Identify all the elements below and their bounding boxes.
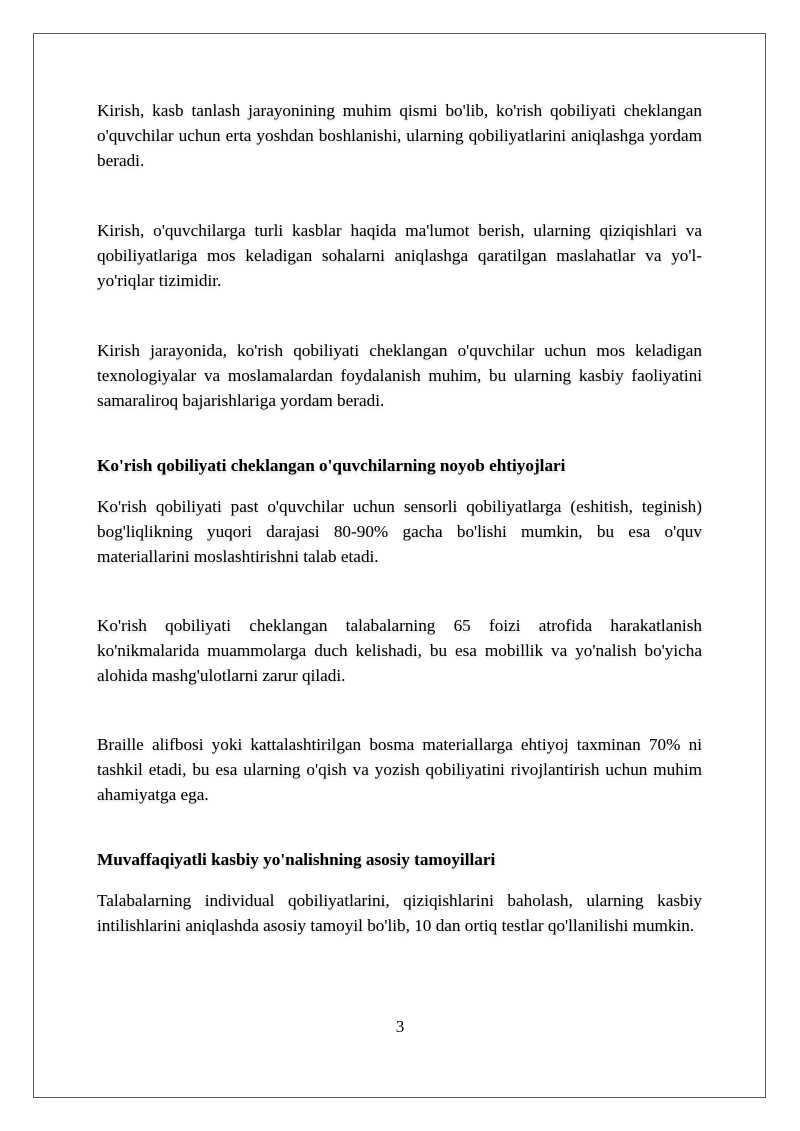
page-number: 3 (395, 1017, 405, 1036)
needs-paragraph-2: Ko'rish qobiliyati cheklangan talabalarning 65 foizi atrofida harakatlanish ko'nikmalarida muammolarga duch kelishadi, bu esa mobillik va yo'nalish bo'yicha alohida mashg'ulotlarni zarur qiladi. (97, 616, 702, 685)
intro-paragraph-3: Kirish jarayonida, ko'rish qobiliyati cheklangan o'quvchilar uchun mos keladigan texnologiyalar va moslamalardan foydalanish muhim, bu ularning kasbiy faoliyatini samaraliroq bajarishlariga yordam beradi. (97, 341, 702, 410)
needs-paragraph-3: Braille alifbosi yoki kattalashtirilgan bosma materiallarga ehtiyoj taxminan 70% ni tashkil etadi, bu esa ularning o'qish va yozish qobiliyatini rivojlantirish uchun muhim ahamiyatga ega. (97, 735, 702, 804)
intro-paragraph-2: Kirish, o'quvchilarga turli kasblar haqida ma'lumot berish, ularning qiziqishlari va qobiliyatlariga mos keladigan sohalarni aniqlashga qaratilgan maslahatlar va yo'l-yo'riqlar tizimidir. (97, 221, 702, 290)
principles-paragraph-1: Talabalarning individual qobiliyatlarini, qiziqishlarini baholash, ularning kasbiy intilishlarini aniqlashda asosiy tamoyil bo'lib, 10 dan ortiq testlar qo'llanilishi mumkin. (97, 891, 702, 935)
needs-paragraph-1: Ko'rish qobiliyati past o'quvchilar uchun sensorli qobiliyatlarga (eshitish, teginish) bog'liqlikning yuqori darajasi 80-90% gacha bo'lishi mumkin, bu esa o'quv materiallarini moslashtirishni talab etadi. (97, 497, 702, 566)
section-heading-principles: Muvaffaqiyatli kasbiy yo'nalishning asosiy tamoyillari (97, 850, 496, 869)
document-body (97, 98, 702, 938)
section-heading-needs: Ko'rish qobiliyati cheklangan o'quvchilarning noyob ehtiyojlari (97, 456, 566, 475)
intro-paragraph-1: Kirish, kasb tanlash jarayonining muhim qismi bo'lib, ko'rish qobiliyati cheklangan o'quvchilar uchun erta yoshdan boshlanishi, ularning qobiliyatlarini aniqlashga yordam beradi. (97, 101, 702, 170)
